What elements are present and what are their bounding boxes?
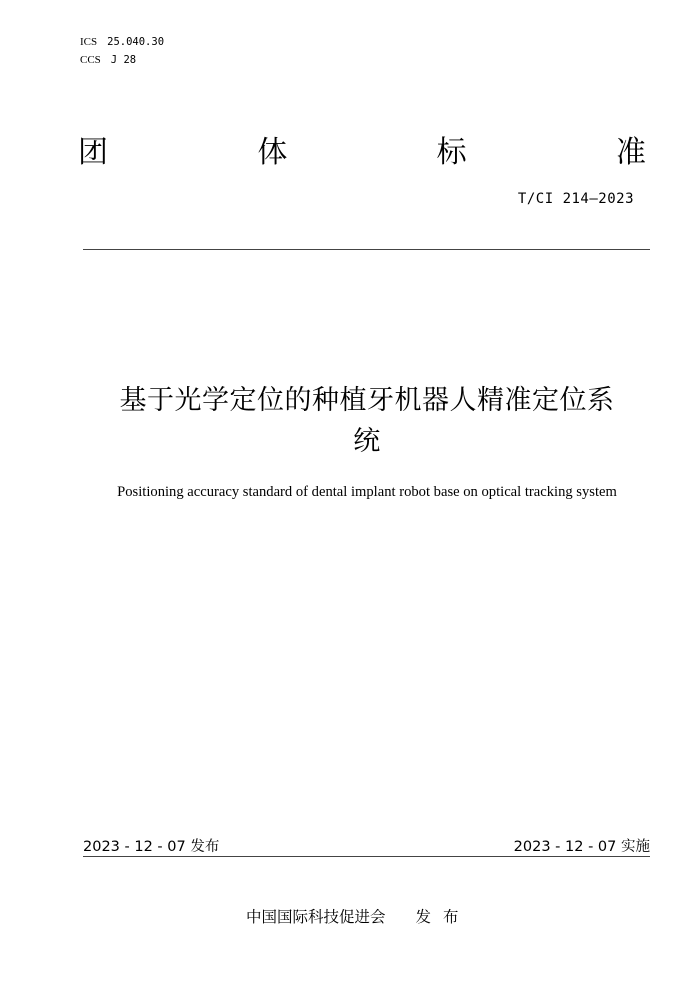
standard-type-char: 准	[615, 135, 646, 170]
standard-type-char: 体	[257, 135, 288, 170]
ics-value: 25.040.30	[107, 36, 165, 48]
document-title-en: Positioning accuracy standard of dental implant robot base on optical tracking system	[117, 484, 617, 500]
publisher-line	[246, 905, 471, 927]
ccs-value: J 28	[110, 54, 137, 66]
document-title-zh	[80, 380, 654, 462]
publish-verb: 发布	[415, 908, 471, 926]
classification-block	[80, 33, 164, 69]
standard-type-heading	[78, 133, 646, 173]
ccs-label: CCS	[80, 54, 101, 66]
ics-row	[80, 33, 164, 51]
implement-date: 2023 - 12 - 07 实施	[513, 839, 650, 855]
title-zh-line-2: 统	[353, 426, 381, 457]
header-divider	[83, 249, 650, 250]
publisher-name: 中国国际科技促进会	[246, 908, 386, 926]
ccs-row	[80, 51, 164, 69]
date-row	[83, 835, 650, 856]
title-zh-line-1: 基于光学定位的种植牙机器人精准定位系	[119, 385, 615, 416]
footer-divider	[83, 856, 650, 857]
ics-label: ICS	[80, 36, 98, 48]
release-date: 2023 - 12 - 07 发布	[83, 839, 220, 855]
standard-type-char: 团	[78, 135, 108, 170]
standard-type-char: 标	[436, 135, 467, 170]
standard-number: T/CI 214—2023	[517, 191, 634, 207]
